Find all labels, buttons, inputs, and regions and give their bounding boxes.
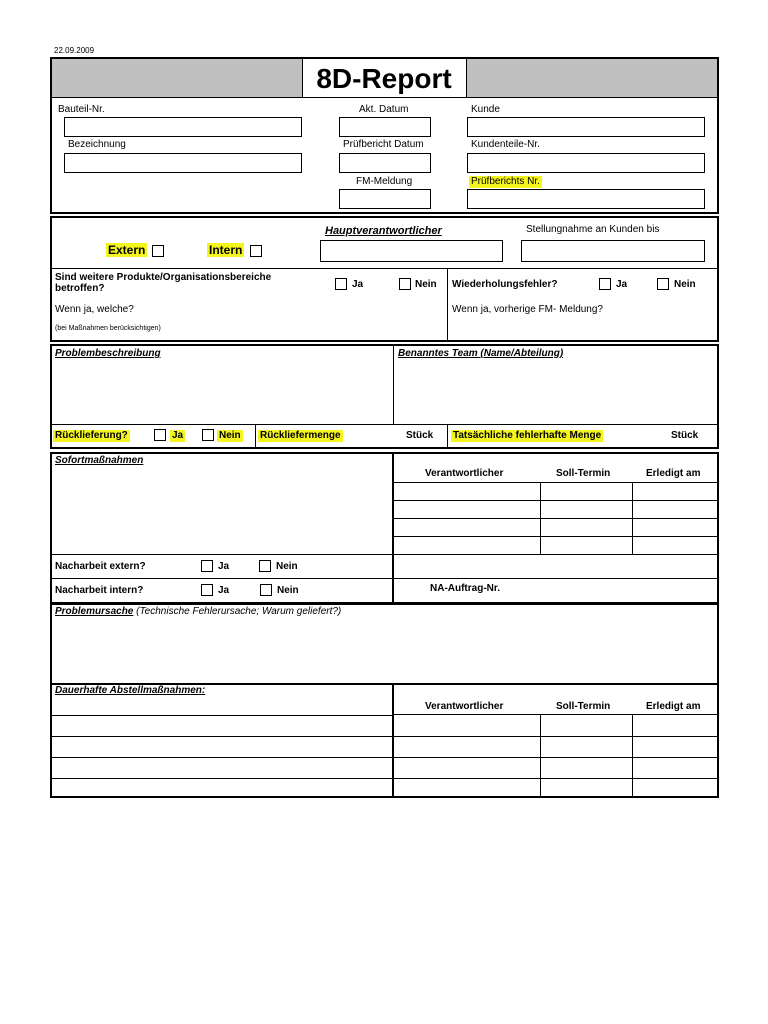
label-ursache-subtitle: (Technische Fehlerursache; Warum geliefert?) xyxy=(136,606,342,617)
intern-checkbox[interactable] xyxy=(250,245,262,257)
stellungnahme-input[interactable] xyxy=(521,240,705,262)
fm-meldung-input[interactable] xyxy=(339,189,431,209)
label-benanntes-team: Benanntes Team (Name/Abteilung) xyxy=(398,348,564,359)
ruecklieferung-ja-checkbox[interactable] xyxy=(154,429,166,441)
report-date: 22.09.2009 xyxy=(54,46,95,55)
label-affected-ja: Ja xyxy=(352,279,364,290)
label-problemursache: Problemursache xyxy=(55,606,134,617)
label-dauerhafte-abstellmassnahmen: Dauerhafte Abstellmaßnahmen: xyxy=(55,685,206,696)
label-vorherige-fm: Wenn ja, vorherige FM- Meldung? xyxy=(452,304,603,315)
kunde-input[interactable] xyxy=(467,117,705,137)
label-bezeichnung: Bezeichnung xyxy=(68,139,126,150)
label-pruefbericht-datum: Prüfbericht Datum xyxy=(343,139,424,150)
label-na-auftrag-nr: NA-Auftrag-Nr. xyxy=(430,583,500,594)
label-nacharbeit-intern-ja: Ja xyxy=(218,585,230,596)
label-nacharbeit-extern: Nacharbeit extern? xyxy=(55,561,146,572)
extern-checkbox[interactable] xyxy=(152,245,164,257)
label-rueckliefermenge: Rückliefermenge xyxy=(260,430,341,441)
affected-ja-checkbox[interactable] xyxy=(335,278,347,290)
problemursache-heading xyxy=(55,606,341,618)
col-erledigt-am: Erledigt am xyxy=(646,468,701,479)
bezeichnung-input[interactable] xyxy=(64,153,302,173)
label-stueck-2: Stück xyxy=(671,430,699,441)
bauteil-nr-input[interactable] xyxy=(64,117,302,137)
col-dauerhaft-soll-termin: Soll-Termin xyxy=(556,701,611,712)
label-nacharbeit-extern-nein: Nein xyxy=(276,561,298,572)
label-intern: Intern xyxy=(209,243,243,257)
label-hauptverantwortlicher: Hauptverantwortlicher xyxy=(325,225,442,237)
label-problembeschreibung: Problembeschreibung xyxy=(55,348,161,359)
title-bar-left xyxy=(52,59,302,97)
label-massnahmen-hint: (bei Maßnahmen berücksichtigen) xyxy=(55,325,161,332)
label-affected-question: Sind weitere Produkte/Organisationsbereiche betroffen? xyxy=(55,272,272,294)
kundenteile-nr-input[interactable] xyxy=(467,153,705,173)
dauerhaft-section xyxy=(50,683,719,798)
col-dauerhaft-erledigt-am: Erledigt am xyxy=(646,701,701,712)
page-title: 8D-Report xyxy=(316,63,452,94)
nacharbeit-extern-nein-checkbox[interactable] xyxy=(259,560,271,572)
col-verantwortlicher: Verantwortlicher xyxy=(425,468,504,479)
sofort-section xyxy=(50,452,719,604)
label-pruefberichts-nr: Prüfberichts Nr. xyxy=(471,176,540,187)
nacharbeit-intern-ja-checkbox[interactable] xyxy=(201,584,213,596)
label-fm-meldung: FM-Meldung xyxy=(356,176,413,187)
label-extern: Extern xyxy=(108,243,146,257)
title-bar-right xyxy=(467,59,717,97)
label-ruecklieferung-nein: Nein xyxy=(219,430,241,441)
label-kundenteile-nr: Kundenteile-Nr. xyxy=(471,139,540,150)
pruefberichts-nr-input[interactable] xyxy=(467,189,705,209)
label-nacharbeit-intern-nein: Nein xyxy=(277,585,299,596)
ruecklieferung-nein-checkbox[interactable] xyxy=(202,429,214,441)
label-wenn-ja-welche: Wenn ja, welche? xyxy=(55,304,134,315)
label-wiederholung-nein: Nein xyxy=(674,279,696,290)
wiederholung-ja-checkbox[interactable] xyxy=(599,278,611,290)
col-soll-termin: Soll-Termin xyxy=(556,468,611,479)
label-kunde: Kunde xyxy=(471,104,500,115)
label-nacharbeit-intern: Nacharbeit intern? xyxy=(55,585,144,596)
label-ruecklieferung: Rücklieferung? xyxy=(55,430,128,441)
label-stueck-1: Stück xyxy=(406,430,434,441)
label-affected-nein: Nein xyxy=(415,279,437,290)
nacharbeit-extern-ja-checkbox[interactable] xyxy=(201,560,213,572)
col-dauerhaft-verantwortlicher: Verantwortlicher xyxy=(425,701,504,712)
hauptverantwortlicher-input[interactable] xyxy=(320,240,503,262)
akt-datum-input[interactable] xyxy=(339,117,431,137)
pruefbericht-datum-input[interactable] xyxy=(339,153,431,173)
label-wiederholungsfehler: Wiederholungsfehler? xyxy=(452,279,558,290)
label-stellungnahme: Stellungnahme an Kunden bis xyxy=(526,224,660,235)
label-ruecklieferung-ja: Ja xyxy=(172,430,184,441)
affected-nein-checkbox[interactable] xyxy=(399,278,411,290)
label-akt-datum: Akt. Datum xyxy=(359,104,409,115)
label-nacharbeit-extern-ja: Ja xyxy=(218,561,230,572)
wiederholung-nein-checkbox[interactable] xyxy=(657,278,669,290)
nacharbeit-intern-nein-checkbox[interactable] xyxy=(260,584,272,596)
label-tatsaechliche-menge: Tatsächliche fehlerhafte Menge xyxy=(453,430,602,441)
label-bauteil-nr: Bauteil-Nr. xyxy=(58,104,105,115)
label-sofortmassnahmen: Sofortmaßnahmen xyxy=(55,455,144,466)
label-wiederholung-ja: Ja xyxy=(616,279,628,290)
